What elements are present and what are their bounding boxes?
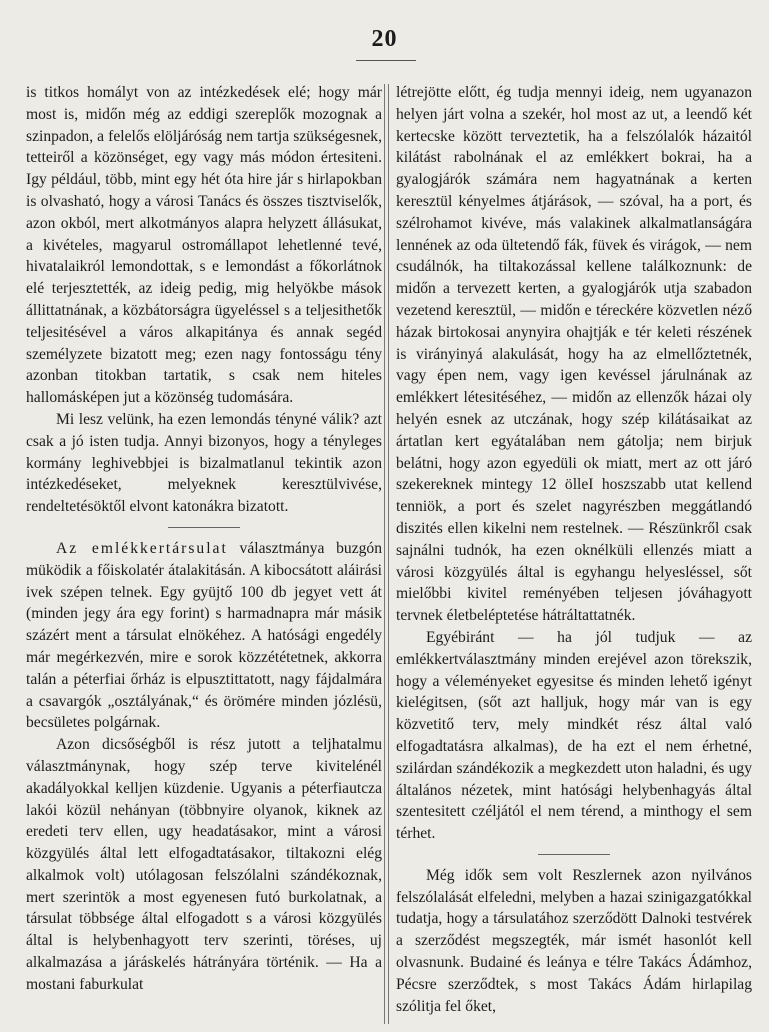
left-paragraph-3 (26, 538, 382, 734)
column-rule (384, 84, 385, 1024)
left-paragraph-2: Mi lesz velünk, ha ezen lemondás tényné válik? azt csak a jó isten tudja. Annyi bizonyos, hogy a tényleges kormány leghivebbjei is bizalmatlanul tekintik azon intézkedéseket, melyeknek keresztülvivése, rendeltetésöktől elvont katonákra bizatott. (26, 410, 382, 516)
section-divider (168, 527, 240, 528)
page-number: 20 (371, 26, 398, 52)
section-divider (538, 854, 610, 855)
left-paragraph-3-text: választmánya buzgón müködik a főiskolatér átalakitásán. A kibocsátott aláirási ivek szépen telnek. Egy gyüjtő 100 db jegyet vett át (minden jegy ára egy forint) s harmadnapra már másik százért ment a társulat elnökéhez. A hatósági engedély már megérkezvén, mire e sorok közzététetnek, akkorra talán a péterfiai őrház is elpusztittatott, nagy fájdalmára a csavargók „osztályának,“ és örömére minden józlésü, becsületes polgárnak. (26, 539, 382, 732)
page-number-rule (356, 60, 416, 61)
right-paragraph-1: létrejötte előtt, ég tudja mennyi ideig, nem ugyanazon helyen járt volna a szekér, hol most az ut, a leendő két kertecske között terveztetik, ha a felszólalók házaitól kilátást rabolnának el az emlékkert bokrai, ha a gyalogjárók számára nem hagyatnának a kerten keresztül kényelmes átjárások, — szóval, ha a port, és szélrohamot kivéve, más valakinek alkalmatlanságára lennének az oda ültetendő fák, füvek és virágok, — nem csudálnók, ha tiltakozással kellene találkoznunk: de midőn a tervezett kerten, a gyalogjárók utja szabadon vezetend keresztül, — midőn e téreckére közvetlen néző házak birtokosai anynyira ohajtják e tér keleti részének is virányinyá alakulását, hogy ha az elmellőztetnék, vagy épen nem, vagy igen kevéssel járulnának az emlékkert létesitéséhez, — midőn az ellenzők házai oly helyén esnek az utczának, hogy szép kilátásaikat az ártatlan kert egyátalában nem gátolja; nem birjuk belátni, hogy azon egyedüli ok miatt, mert az ott járó szekereknek mintegy 12 ölleI hoszszabb utat kellend tenniök, a port és szelet nagyrészben meggátlandó diszités ellen kikelni nem restelnek. — Részünkről csak sajnálni tudnók, ha ezen oknélküli ellenzés miatt a városi közgyülés által is egyhangu helyesléssel, sőt mielőbbi kivitel reményében teljesen jóváhagyott tervnek életbeléptetése hátráltattatnék. (396, 84, 752, 625)
left-paragraph-1: is titkos homályt von az intézkedések elé; hogy már most is, midőn még az eddigi szereplők mozognak a szinpadon, a felelős elöljáróság nem tartja szükségesnek, tetteiről a közönséget, egy vagy más módon értesiteni. Igy például, több, mint egy hét óta hire jár s hirlapokban is olvasható, hogy a városi Tanács és összes tisztviselők, azon okból, mert alkotmányos alapra helyzett állásukat, a kivételes, magyarul ostromállapot lehetlenné tevé, hivatalaikról lemondottak, s e lemondást a főkorlátnok elé terjesztették, az ideig pedig, mig helyökbe mások állittatnának, a közbátorságra ügyeléssel s a teljesithetők teljesitésével a város alkapitánya és annak segéd személyzete bizatott meg; ezen nagy fontosságu tény azonban titokban tartatik, s csak nem hiteles hallomásképen jut a közönség tudomására. (26, 84, 382, 407)
right-column (396, 82, 752, 1027)
emlekkert-heading: Az emlékkertársulat (56, 539, 228, 557)
left-paragraph-4: Azon dicsőségből is rész jutott a teljhatalmu választmánynak, hogy szép terve kivitelénél akadályokkal kelljen küzdenie. Ugyanis a péterfiautcza lakói közül nehányan (többnyire olyanok, kiknek az eredeti terv ellen, ugy headatásakor, mint a városi közgyülés által lett elfogadtatásakor, tiltakozni elég alkalmok volt) utólagosan felszólalni szándékoznak, mert szerintök a most egyenesen futó burkolatnak, a társulat többsége által elfogadott s a városi közgyülés által is helybenhagyott terv szerinti, töréses, uj alkalmazása a járáskelés hátrányára történik. — Ha a mostani faburkulat (26, 736, 382, 993)
right-paragraph-2: Egyébiránt — ha jól tudjuk — az emlékkertválasztmány minden erejével azon törekszik, hogy a véleményeket egyesitse és minden lehető igényt kielégitsen, (sőt azt halljuk, hogy már van is egy közvetitő terv, mely mindkét rész által való elfogadtatásra alkalmas), de ha ezt el nem érhetné, szilárdan szándékozik a megkezdett uton haladni, és ugy általános nézetek, mint hatósági helybenhagyás által szentesitett czéljától el nem térend, a minthogy el sem térhet. (396, 628, 752, 843)
right-paragraph-3: Még idők sem volt Reszlernek azon nyilvános felszólalását elfeledni, melyben a hazai szinigazgatókkal tudatja, hogy a társulatához szerződött Dalnoki testvérek a szerződést megszegték, már ismét hasonlót kell olvasnunk. Budainé és leánya e télre Takács Ádámhoz, Pécsre szerződtek, s most Takács Ádám hirlapilag szólitja fel őket, (396, 866, 752, 1015)
left-column (26, 82, 382, 1027)
column-rule (388, 84, 389, 1024)
